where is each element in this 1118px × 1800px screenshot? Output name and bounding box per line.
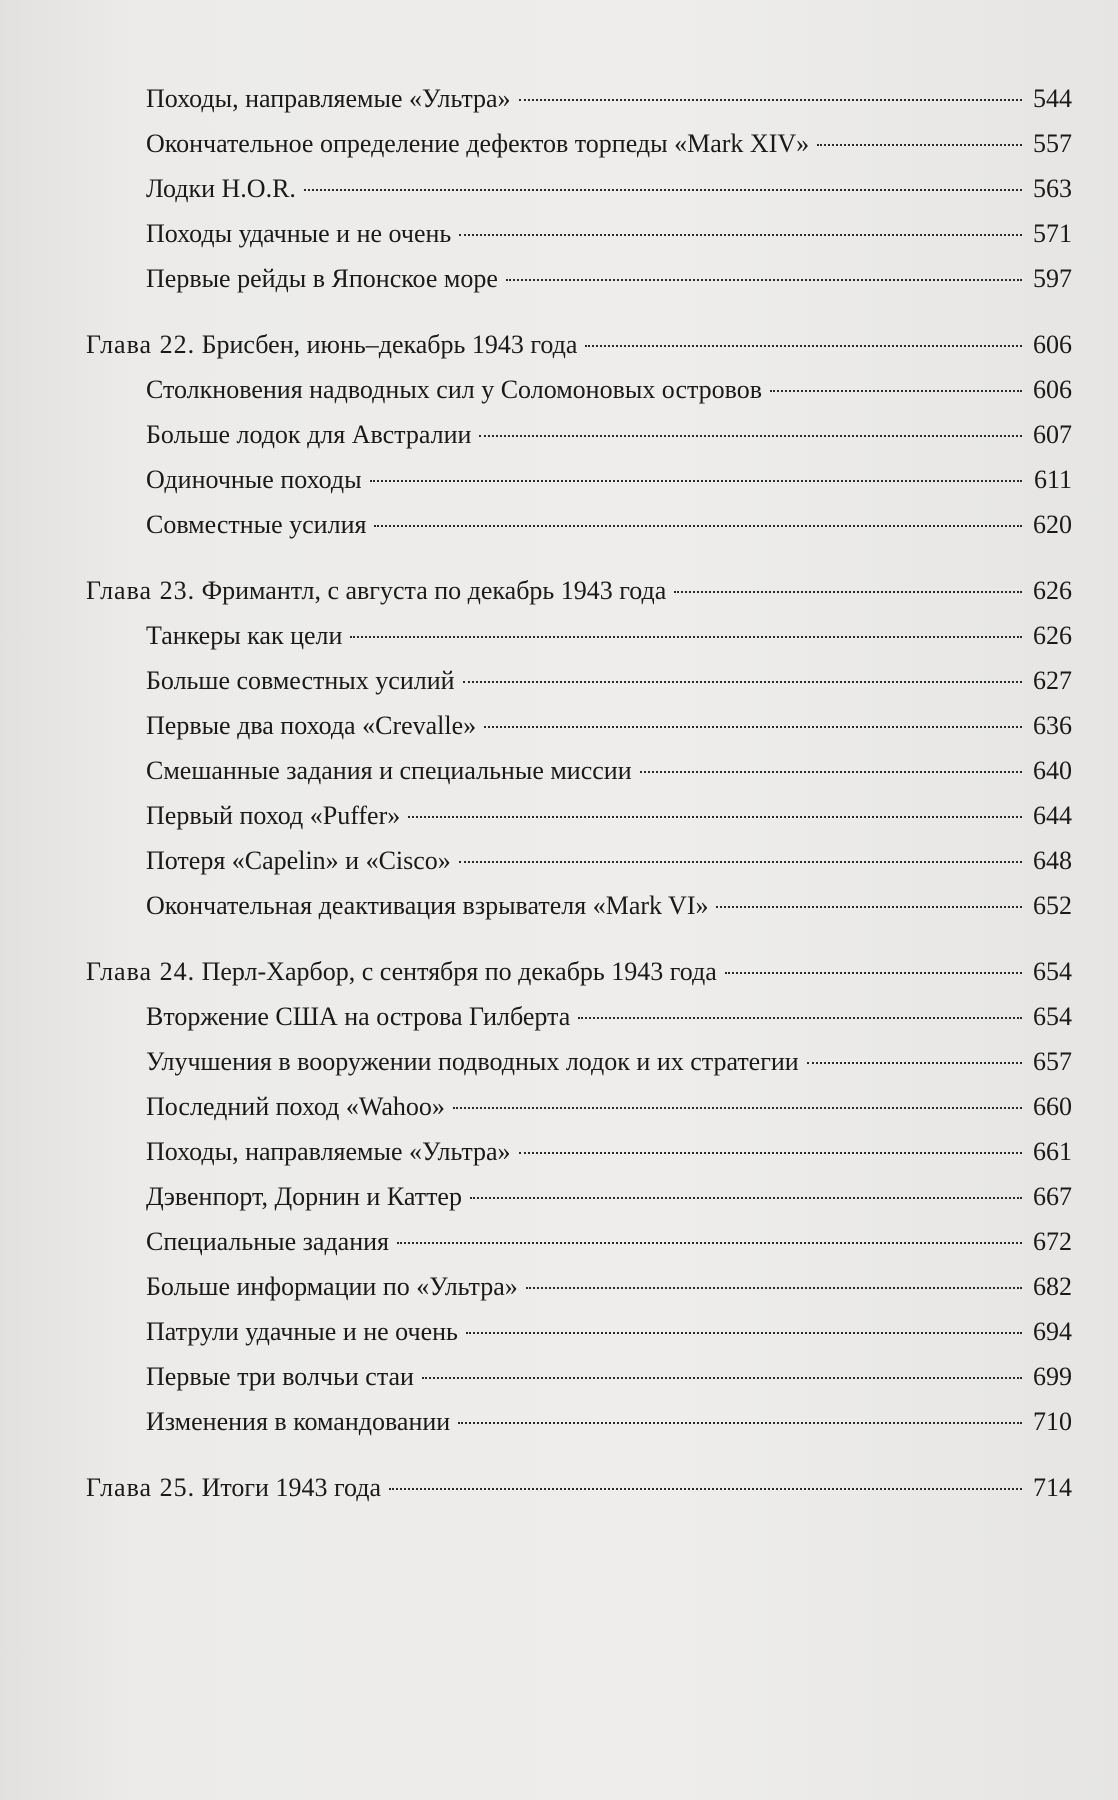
- chapter-page: 606: [1033, 330, 1072, 359]
- toc-entry: [86, 256, 1072, 301]
- toc-entry: [86, 1084, 1072, 1129]
- dot-leader: [374, 525, 1022, 527]
- toc-entry: [86, 613, 1072, 658]
- toc-entry-title: Первые два похода «Crevalle»: [146, 711, 477, 740]
- dot-leader: [389, 1488, 1022, 1490]
- toc-entry: [86, 367, 1072, 412]
- dot-leader: [519, 1152, 1022, 1154]
- dot-leader: [725, 972, 1022, 974]
- toc-entry-page: 682: [1033, 1272, 1072, 1301]
- dot-leader: [640, 771, 1022, 773]
- chapter-heading: [86, 322, 577, 367]
- toc-entry-title: Первые три волчьи стаи: [146, 1362, 414, 1391]
- toc-entry-title: Первый поход «Puffer»: [146, 801, 401, 830]
- toc-entry-page: 654: [1033, 1002, 1072, 1031]
- toc-entry-title: Столкновения надводных сил у Соломоновых островов: [146, 375, 763, 404]
- dot-leader: [350, 636, 1022, 638]
- dot-leader: [422, 1377, 1022, 1379]
- toc-entry: [86, 1264, 1072, 1309]
- toc-entry: [86, 1039, 1072, 1084]
- toc-entry-title: Походы, направляемые «Ультра»: [146, 84, 511, 113]
- toc-entry: [86, 658, 1072, 703]
- toc-entry: [86, 166, 1072, 211]
- chapter-page: 654: [1033, 957, 1072, 986]
- toc-entry: [86, 1309, 1072, 1354]
- toc-entry-title: Изменения в командовании: [146, 1407, 451, 1436]
- toc-entry-title: Танкеры как цели: [146, 621, 343, 650]
- toc-entry-title: Больше лодок для Австралии: [146, 420, 472, 449]
- toc-entry-page: 563: [1033, 174, 1072, 203]
- dot-leader: [716, 906, 1022, 908]
- toc-entry-page: 672: [1033, 1227, 1072, 1256]
- chapter-label: Глава 22.: [86, 330, 196, 359]
- chapter-label: Глава 23.: [86, 576, 196, 605]
- dot-leader: [463, 681, 1022, 683]
- toc-entry-page: 611: [1033, 465, 1072, 494]
- dot-leader: [408, 816, 1022, 818]
- toc-entry-title: Окончательная деактивация взрывателя «Mark VI»: [146, 891, 709, 920]
- toc-entry-page: 607: [1033, 420, 1072, 449]
- chapter-title: Перл-Харбор, с сентября по декабрь 1943 года: [201, 957, 717, 986]
- toc-entry: [86, 76, 1072, 121]
- toc-entry-page: 571: [1033, 219, 1072, 248]
- toc-entry-page: 648: [1033, 846, 1072, 875]
- chapter-title: Брисбен, июнь–декабрь 1943 года: [201, 330, 578, 359]
- toc-entry: [86, 211, 1072, 256]
- toc-entry-page: 652: [1033, 891, 1072, 920]
- toc-entry-title: Вторжение США на острова Гилберта: [146, 1002, 571, 1031]
- toc-entry-title: Дэвенпорт, Дорнин и Каттер: [146, 1182, 462, 1211]
- toc-entry: [86, 793, 1072, 838]
- toc-entry: [86, 1354, 1072, 1399]
- toc-entry: [86, 1174, 1072, 1219]
- toc-entry: [86, 703, 1072, 748]
- dot-leader: [479, 435, 1022, 437]
- toc-entry-title: Походы, направляемые «Ультра»: [146, 1137, 511, 1166]
- toc-entry: [86, 1129, 1072, 1174]
- dot-leader: [807, 1062, 1022, 1064]
- dot-leader: [370, 480, 1022, 482]
- dot-leader: [304, 189, 1022, 191]
- dot-leader: [397, 1242, 1022, 1244]
- chapter-label: Глава 25.: [86, 1473, 196, 1502]
- toc-entry-page: 699: [1033, 1362, 1072, 1391]
- toc-entry: [86, 457, 1072, 502]
- dot-leader: [770, 390, 1022, 392]
- dot-leader: [817, 144, 1022, 146]
- toc-entry-title: Улучшения в вооружении подводных лодок и их стратегии: [146, 1047, 799, 1076]
- dot-leader: [458, 1422, 1022, 1424]
- toc-entry-title: Одиночные походы: [146, 465, 362, 494]
- toc-entry: [86, 412, 1072, 457]
- toc-entry-page: 667: [1033, 1182, 1072, 1211]
- toc-entry-title: Совместные усилия: [146, 510, 367, 539]
- toc-entry-title: Смешанные задания и специальные миссии: [146, 756, 632, 785]
- chapter-heading: [86, 568, 666, 613]
- toc-entry: [86, 1399, 1072, 1444]
- dot-leader: [459, 234, 1022, 236]
- dot-leader: [674, 591, 1022, 593]
- toc-chapter-23: [86, 568, 1072, 613]
- toc-chapter-24: [86, 949, 1072, 994]
- toc-entry-page: 597: [1033, 264, 1072, 293]
- chapter-title: Итоги 1943 года: [201, 1473, 381, 1502]
- dot-leader: [506, 279, 1022, 281]
- toc-entry-page: 694: [1033, 1317, 1072, 1346]
- chapter-page: 626: [1033, 576, 1072, 605]
- chapter-heading: [86, 949, 717, 994]
- toc-entry-page: 620: [1033, 510, 1072, 539]
- toc-entry-page: 626: [1033, 621, 1072, 650]
- toc-entry-title: Патрули удачные и не очень: [146, 1317, 458, 1346]
- dot-leader: [578, 1017, 1022, 1019]
- toc-entry: [86, 748, 1072, 793]
- dot-leader: [585, 345, 1022, 347]
- toc-entry-page: 644: [1033, 801, 1072, 830]
- chapter-page: 714: [1033, 1473, 1072, 1502]
- toc-entry-title: Больше информации по «Ультра»: [146, 1272, 518, 1301]
- toc-entry: [86, 502, 1072, 547]
- chapter-heading: [86, 1465, 381, 1510]
- toc-entry: [86, 883, 1072, 928]
- toc-entry-title: Лодки H.O.R.: [146, 174, 296, 203]
- dot-leader: [466, 1332, 1022, 1334]
- toc-entry-page: 636: [1033, 711, 1072, 740]
- toc-chapter-22: [86, 322, 1072, 367]
- toc-entry: [86, 121, 1072, 166]
- dot-leader: [470, 1197, 1022, 1199]
- toc-entry-title: Первые рейды в Японское море: [146, 264, 498, 293]
- table-of-contents: [86, 76, 1072, 1510]
- chapter-label: Глава 24.: [86, 957, 196, 986]
- toc-entry-page: 544: [1033, 84, 1072, 113]
- dot-leader: [453, 1107, 1022, 1109]
- dot-leader: [526, 1287, 1022, 1289]
- toc-entry-page: 660: [1033, 1092, 1072, 1121]
- toc-entry: [86, 1219, 1072, 1264]
- toc-entry-page: 657: [1033, 1047, 1072, 1076]
- toc-entry-page: 710: [1033, 1407, 1072, 1436]
- toc-entry-title: Походы удачные и не очень: [146, 219, 452, 248]
- toc-entry-page: 606: [1033, 375, 1072, 404]
- toc-entry-page: 557: [1033, 129, 1072, 158]
- dot-leader: [459, 861, 1022, 863]
- toc-entry-page: 661: [1033, 1137, 1072, 1166]
- toc-chapter-25: [86, 1465, 1072, 1510]
- toc-entry-title: Последний поход «Wahoo»: [146, 1092, 445, 1121]
- toc-entry: [86, 994, 1072, 1039]
- chapter-title: Фримантл, с августа по декабрь 1943 года: [201, 576, 667, 605]
- toc-entry: [86, 838, 1072, 883]
- dot-leader: [484, 726, 1022, 728]
- toc-entry-title: Специальные задания: [146, 1227, 390, 1256]
- toc-entry-page: 640: [1033, 756, 1072, 785]
- toc-entry-title: Окончательное определение дефектов торпеды «Mark XIV»: [146, 129, 810, 158]
- toc-entry-page: 627: [1033, 666, 1072, 695]
- toc-entry-title: Потеря «Capelin» и «Cisco»: [146, 846, 451, 875]
- toc-entry-title: Больше совместных усилий: [146, 666, 455, 695]
- dot-leader: [519, 99, 1022, 101]
